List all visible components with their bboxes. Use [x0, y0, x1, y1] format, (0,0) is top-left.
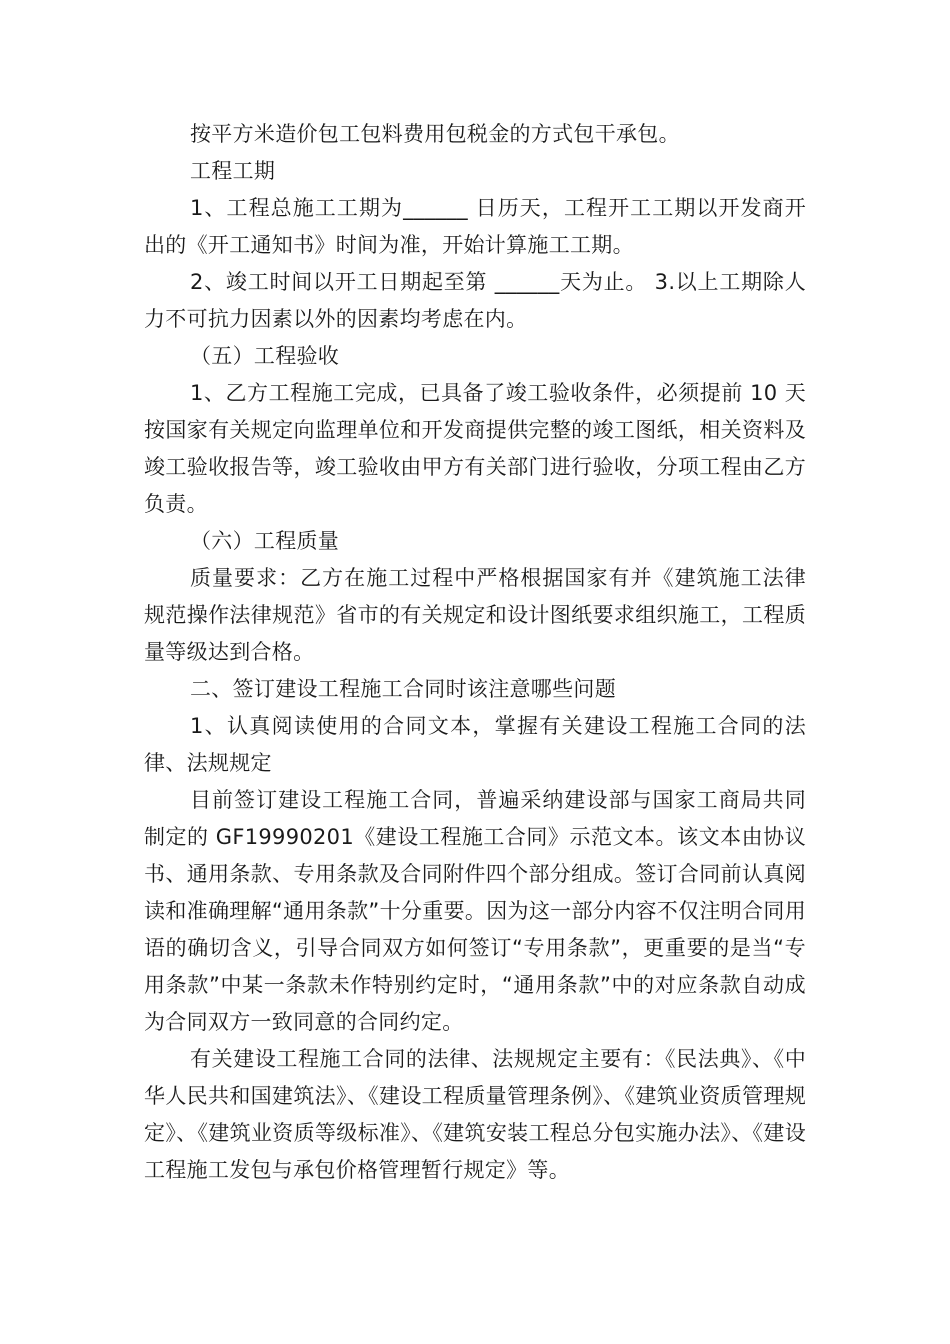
paragraph-quality-requirements: 质量要求：乙方在施工过程中严格根据国家有并《建筑施工法律规范操作法律规范》省市的有关规定和设计图纸要求组织施工，工程质量等级达到合格。 — [144, 566, 806, 664]
heading-acceptance: （五）工程验收 — [190, 344, 340, 368]
paragraph-laws-regulations: 有关建设工程施工合同的法律、法规规定主要有：《民法典》、《中华人民共和国建筑法》、《建设工程质量管理条例》、《建筑业资质管理规定》、《建筑业资质等级标准》、《建筑安装工程总分包实施办法》、《建设工程施工发包与承包价格管理暂行规定》等。 — [144, 1047, 806, 1182]
paragraph-model-text: 目前签订建设工程施工合同，普遍采纳建设部与国家工商局共同制定的 GF19990201《建设工程施工合同》示范文本。该文本由协议书、通用条款、专用条款及合同附件四个部分组成。签订合同前认真阅读和准确理解“通用条款”十分重要。因为这一部分内容不仅注明合同用语的确切含义，引导合同双方如何签订“专用条款”，更重要的是当“专用条款”中某一条款未作特别约定时，“通用条款”中的对应条款自动成为合同双方一致同意的合同约定。 — [144, 788, 806, 1034]
paragraph-completion-time: 2、竣工时间以开工日期起至第 ______天为止。 3.以上工期除人力不可抗力因素以外的因素均考虑在内。 — [144, 270, 806, 331]
paragraph-acceptance-conditions: 1、乙方工程施工完成，已具备了竣工验收条件，必须提前 10 天按国家有关规定向监理单位和开发商提供完整的竣工图纸，相关资料及竣工验收报告等，竣工验收由甲方有关部门进行验收，分项工程由乙方负责。 — [144, 381, 806, 516]
paragraph-contract-method: 按平方米造价包工包料费用包税金的方式包干承包。 — [190, 122, 680, 146]
paragraph-read-contract: 1、认真阅读使用的合同文本，掌握有关建设工程施工合同的法律、法规规定 — [144, 714, 806, 775]
heading-quality: （六）工程质量 — [190, 529, 340, 553]
heading-construction-period: 工程工期 — [190, 159, 276, 183]
paragraph-total-period: 1、工程总施工工期为______ 日历天，工程开工工期以开发商开出的《开工通知书》时间为准，开始计算施工工期。 — [144, 196, 806, 257]
document-body — [144, 116, 806, 1189]
heading-signing-notes: 二、签订建设工程施工合同时该注意哪些问题 — [190, 677, 616, 701]
